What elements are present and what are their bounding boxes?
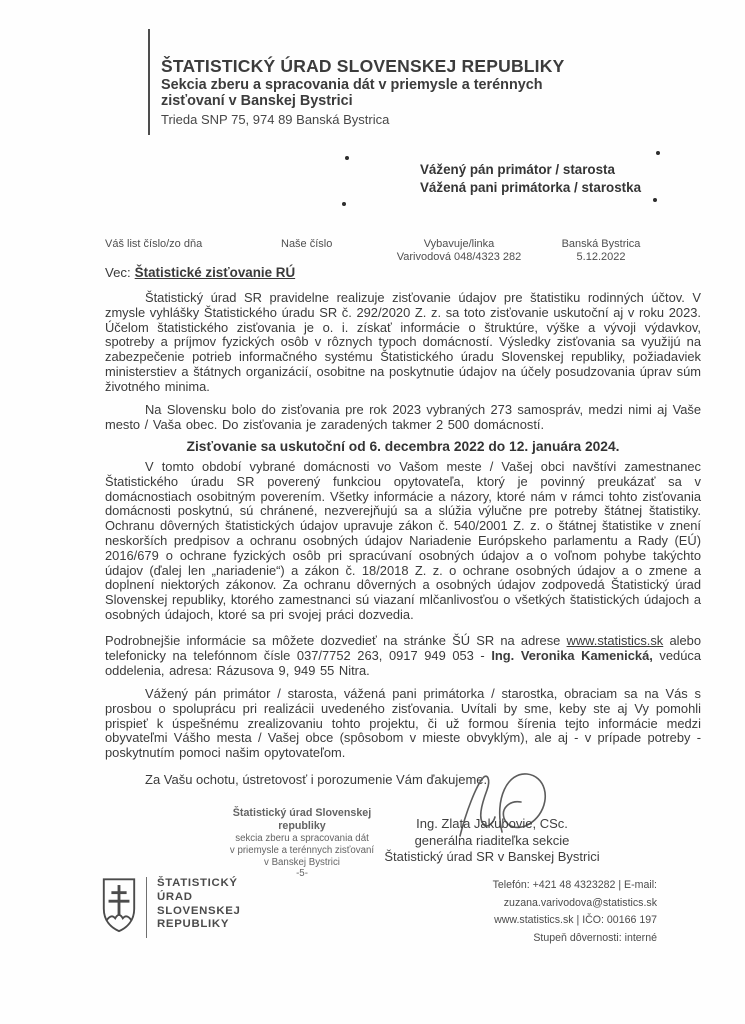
stamp-line2: sekcia zberu a spracovania dát: [235, 833, 369, 844]
subject-label: Vec:: [105, 265, 131, 280]
address-window-dot-bottom-left: [342, 202, 346, 206]
letterhead-address: Trieda SNP 75, 974 89 Banská Bystrica: [161, 112, 390, 127]
footer-logo-wordmark: [157, 877, 241, 932]
subject-line: [105, 265, 295, 280]
letterhead: [148, 29, 564, 135]
paragraph-5: Vážený pán primátor / starosta, vážená pani primátorka / starostka, obraciam sa na Vás s prosbou o spoluprácu pri realizácii uvedeného zisťovania. Uvítali by sme, keby ste aj Vy pomohli prispieť k úspešnému zrealizovaniu tohto projektu, či už formou šírenia tejto informácie medzi obyvateľmi Vášho mesta / Vašej obce (spôsobom v mieste obvyklým), ale aj - v prípade potreby - poskytnutím pomoci našim opytovateľom.: [105, 686, 701, 761]
stamp-line4: v Banskej Bystrici: [264, 856, 340, 868]
footer-logo-line2: ÚRAD: [157, 890, 193, 903]
ref-date-value: 5.12.2022: [576, 251, 626, 263]
stamp-line1: Štatistický úrad Slovenskej republiky: [232, 807, 372, 832]
letterhead-title: ŠTATISTICKÝ ÚRAD SLOVENSKEJ REPUBLIKY: [161, 56, 565, 76]
statistics-website-link: www.statistics.sk: [566, 633, 664, 648]
ref-place-label: Banská Bystrica: [561, 238, 641, 250]
footer-logo-line4: REPUBLIKY: [157, 918, 230, 931]
paragraph-4-text: Podrobnejšie informácie sa môžete dozvedieť na stránke ŠÚ SR na adrese: [105, 633, 567, 648]
footer-confidentiality: Stupeň dôvernosti: interné: [533, 931, 657, 944]
ref-your-letter-label: Váš list číslo/zo dňa: [105, 238, 203, 250]
ref-place-date: [548, 238, 654, 264]
slovak-coat-of-arms-icon: [100, 876, 138, 934]
recipient-line2: Vážená pani primátorka / starostka: [420, 179, 642, 195]
ref-handled-by: [383, 238, 535, 264]
footer-phone-email: Telefón: +421 48 4323282 | E-mail: zuzana.varivodova@statistics.sk: [492, 879, 657, 909]
address-window-dot-top-right: [656, 151, 660, 155]
signatory-name: Ing. Zlata Jakubovie, CSc.: [416, 816, 568, 831]
ref-handled-by-label: Vybavuje/linka: [423, 238, 495, 250]
signature-block: [368, 816, 616, 866]
footer-logo-line1: ŠTATISTICKÝ: [157, 877, 238, 889]
paragraph-4-address: vedúca oddelenia, adresa: Rázusova 9, 949 55 Nitra.: [105, 647, 701, 678]
signatory-title: generálna riaditeľka sekcie: [414, 832, 570, 848]
footer-divider: [146, 877, 147, 938]
footer-logo-line3: SLOVENSKEJ: [157, 904, 241, 917]
address-window-dot-bottom-right: [653, 198, 657, 202]
ref-handled-by-value: Varivodová 048/4323 282: [396, 251, 522, 263]
stamp-line3: v priemysle a terénnych zisťovaní: [229, 844, 375, 856]
paragraph-4-phones: alebo telefonicky na telefónnom čísle 037/7752 263, 0917 949 053 -: [105, 633, 702, 663]
contact-person-name: Ing. Veronika Kamenická,: [491, 647, 653, 663]
letterhead-subtitle-line2: zisťovaní v Banskej Bystrici: [161, 93, 353, 109]
closing-line: Za Vašu ochotu, ústretovosť i porozumenie Vám ďakujeme.: [145, 772, 488, 787]
recipient-line1: Vážený pán primátor / starosta: [420, 162, 615, 177]
ref-our-number-label: Naše číslo: [281, 238, 333, 250]
footer-contact-block: [353, 877, 657, 947]
footer-web-ico: www.statistics.sk | IČO: 00166 197: [494, 914, 657, 927]
letterhead-subtitle-line1: Sekcia zberu a spracovania dát v priemysle a terénnych: [161, 77, 543, 93]
signatory-org: Štatistický úrad SR v Banskej Bystrici: [384, 849, 600, 865]
stamp-line5: -5-: [296, 868, 308, 880]
paragraph-4: [105, 634, 701, 678]
address-window-dot-top-left: [345, 156, 349, 160]
paragraph-2: Na Slovensku bolo do zisťovania pre rok 2023 vybraných 273 samospráv, medzi nimi aj Vaše mesto / Vaša obec. Do zisťovania je zaradených takmer 2 500 domácností.: [105, 402, 701, 432]
paragraph-1: Štatistický úrad SR pravidelne realizuje zisťovanie údajov pre štatistiku rodinných účtov. V zmysle vyhlášky Štatistického úradu SR č. 292/2020 Z. z. sa toto zisťovanie uskutoční aj v roku 2023. Účelom štatistického zisťovania je o. i. získať informácie o štruktúre, výške a vývoji výdavkov, spotreby a príjmov fyzických osôb v rôznych typoch domácností. Výsledky zisťovania sa využijú na zabezpečenie potrieb informačného systému Štatistického úradu Slovenskej republiky, požiadaviek ministerstiev a štátnych organizácií, osobitne na poskytnutie údajov na účely posudzovania úprav súm životného minima.: [105, 290, 701, 394]
paragraph-3: V tomto období vybrané domácnosti vo Vašom meste / Vašej obci navštívi zamestnanec Štatistického úradu SR poverený funkciou opytovateľa, ktorý je povinný preukázať sa v domácnostiach osobitným poverením. Všetky informácie a názory, ktoré nám v rámci tohto zisťovania domácnosti poskytnú, sú chránené, nezverejňujú sa a slúžia výlučne pre potreby štátnej štatistiky. Ochranu dôverných štatistických údajov upravuje zákon č. 540/2001 Z. z. o štátnej štatistike v znení neskorších predpisov a ochranu osobných údajov Nariadenie Európskeho parlamentu a Rady (EÚ) 2016/679 o ochrane fyzických osôb pri spracúvaní osobných údajov a o voľnom pohybe takýchto údajov (ďalej len „nariadenie“) a zákon č. 18/2018 Z. z. o ochrane osobných údajov a o zmene a doplnení niektorých zákonov. Za ochranu dôverných a osobných údajov zodpovedá Štatistický úrad Slovenskej republiky, ktorého zamestnanci sú viazaní mlčanlivosťou o všetkých štatistických údajoch a osobných údajoch, ktoré sa pri svojej práci dozvedia.: [105, 459, 701, 622]
recipient-block: [420, 161, 641, 196]
office-stamp: [214, 807, 390, 880]
survey-period-highlight: Zisťovanie sa uskutoční od 6. decembra 2022 do 12. januára 2024.: [186, 439, 620, 454]
subject-value: Štatistické zisťovanie RÚ: [134, 265, 296, 280]
